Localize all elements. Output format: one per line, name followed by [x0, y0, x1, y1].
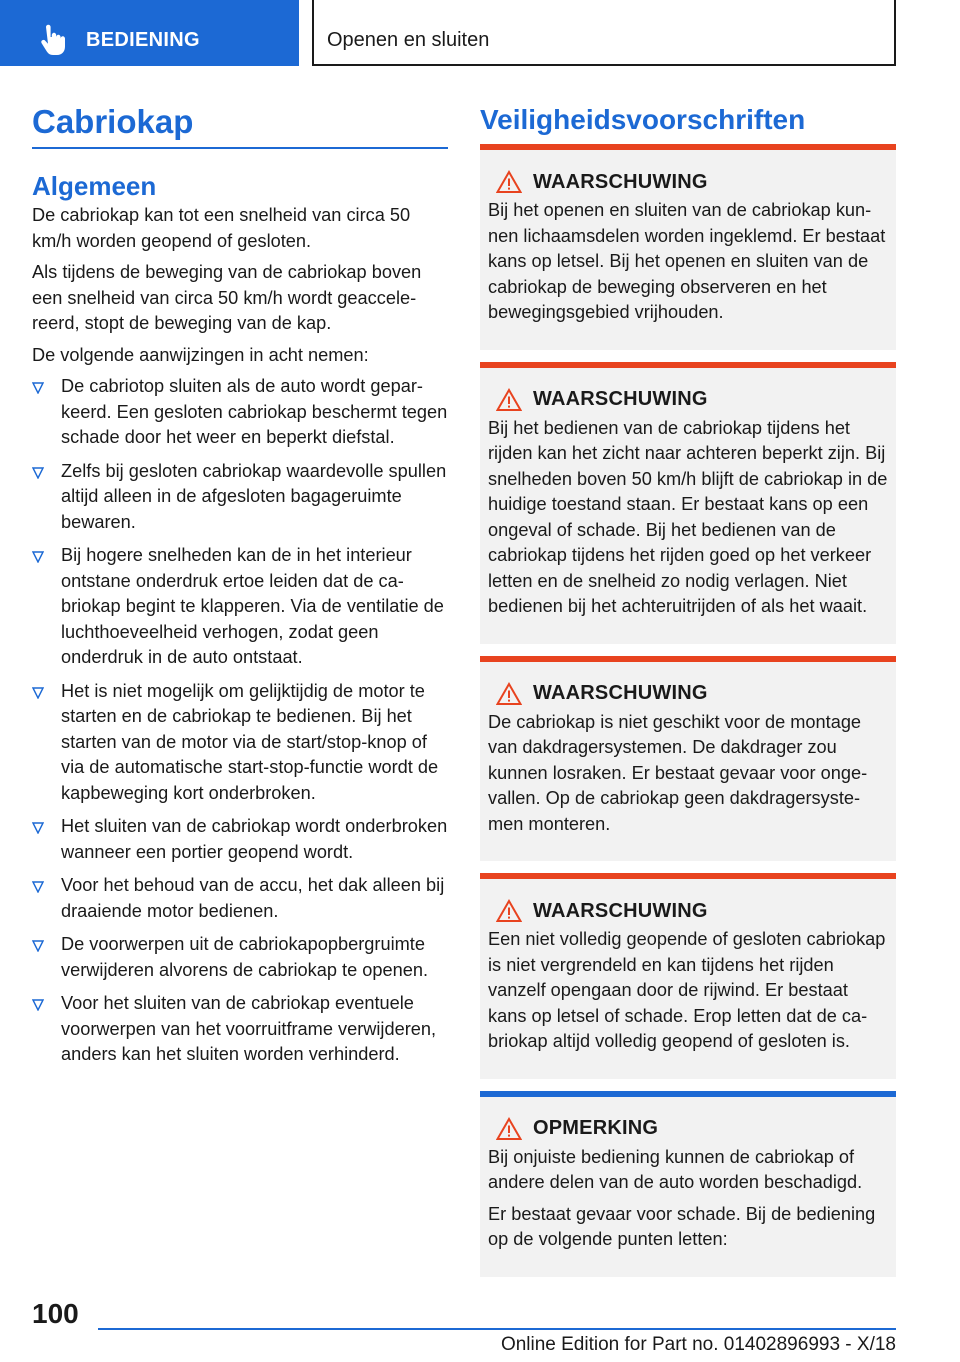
triangle-bullet-icon	[32, 687, 44, 699]
warning-heading	[488, 388, 888, 412]
section-subtitle: Algemeen	[32, 171, 157, 201]
warning-heading	[488, 170, 888, 194]
warning-heading	[488, 682, 888, 706]
note-label: OPMERKING	[533, 1117, 659, 1139]
warning-triangle-icon	[496, 899, 522, 923]
list-item-text: De voorwerpen uit de cabriokapopbergruimte verwijderen alvorens de cabriokap te openen.	[61, 934, 429, 980]
intro-paragraph: De cabriokap kan tot een snelheid van circa 50 km/h worden geopend of gesloten.	[32, 205, 411, 251]
note-text: Bij onjuiste bediening kunnen de cabriokap of andere delen van de auto worden beschadigd.	[488, 1146, 863, 1192]
list-item	[32, 932, 448, 983]
triangle-bullet-icon	[32, 940, 44, 952]
right-column	[480, 100, 896, 1289]
chapter-tab[interactable]	[0, 0, 299, 66]
warning-box	[480, 144, 896, 350]
triangle-bullet-icon	[32, 822, 44, 834]
safety-title: Veiligheidsvoorschriften	[480, 104, 806, 135]
warning-box	[480, 873, 896, 1079]
triangle-bullet-icon	[32, 551, 44, 563]
warning-text: Een niet volledig geopende of gesloten cabriokap is niet vergrendeld en kan tijdens het rijden vanzelf opengaan door de rijwind. Er bestaat kans op letsel of schade. Erop letten dat de cabriokap altijd volledig geopend of gesloten is.	[488, 929, 886, 1051]
chapter-label: BEDIENING	[86, 29, 200, 51]
warning-box	[480, 362, 896, 644]
list-item	[32, 991, 448, 1068]
note-text: Er bestaat gevaar voor schade. Bij de bediening op de volgende punten letten:	[488, 1203, 876, 1249]
warning-text: Bij het bedienen van de cabriokap tijdens het rijden kan het zicht naar achteren beperkt zijn. Bij snelheden boven 50 km/h blijft de cabriokap in de huidige toestand staan. Er bestaat kans op een ongeval of schade. Bij het bedienen van de cabriokap tijdens het rijden goed op het verkeer letten en de snelheid zo nodig verlagen. Niet bedienen bij het achteruitrijden of als het waait.	[488, 417, 888, 616]
warning-label: WAARSCHUWING	[533, 170, 708, 193]
triangle-bullet-icon	[32, 382, 44, 394]
footer-divider	[98, 1328, 896, 1330]
page-title: Cabriokap	[32, 100, 448, 149]
warning-text: Bij het openen en sluiten van de cabriokap kunnen lichaamsdelen worden ingeklemd. Er bestaat kans op letsel. Bij het openen en sluiten van de cabriokap de beweging observeren en het bewegingsgebied vrijhouden.	[488, 200, 886, 322]
list-item	[32, 374, 448, 451]
list-item-text: Het is niet mogelijk om gelijktijdig de motor te starten en de cabriokap te bedienen. Bij het starten van de motor via de start/stop-knop of via de automatische start-stop-functie wordt de kapbeweging kort onderbroken.	[61, 680, 439, 803]
warning-triangle-icon	[496, 170, 522, 194]
warning-label: WAARSCHUWING	[533, 388, 708, 410]
warning-triangle-icon	[496, 1117, 522, 1141]
hand-pointer-icon	[36, 24, 68, 56]
warning-triangle-icon	[496, 682, 522, 706]
list-item	[32, 459, 448, 536]
list-item-text: De cabriotop sluiten als de auto wordt geparkeerd. Een gesloten cabriokap beschermt tegen schade door het weer en beperkt diefstal.	[61, 376, 448, 447]
list-item	[32, 543, 448, 671]
edition-text: Online Edition for Part no. 01402896993 - X/18	[500, 1334, 896, 1355]
section-label: Openen en sluiten	[327, 29, 490, 51]
note-box	[480, 1091, 896, 1277]
page-number: 100	[32, 1298, 79, 1329]
list-item-text: Bij hogere snelheden kan de in het interieur ontstane onderdruk ertoe leiden dat de cabriokap begint te klapperen. Via de ventilatie de luchthoeveelheid verhogen, zodat geen onderdruk in de auto ontstaat.	[61, 545, 444, 667]
warning-box	[480, 656, 896, 862]
triangle-bullet-icon	[32, 467, 44, 479]
list-item	[32, 873, 448, 924]
warning-text: De cabriokap is niet geschikt voor de montage van dakdragersystemen. De dakdrager zou kunnen losraken. Er bestaat gevaar voor ongevallen. Op de cabriokap geen dakdragersystemen monteren.	[488, 711, 868, 834]
triangle-bullet-icon	[32, 881, 44, 893]
list-item	[32, 679, 448, 807]
instruction-list	[32, 374, 448, 1068]
section-header	[312, 0, 896, 66]
warning-heading	[488, 899, 888, 923]
note-heading	[488, 1117, 888, 1141]
warning-label: WAARSCHUWING	[533, 682, 708, 704]
list-item-text: Voor het behoud van de accu, het dak alleen bij draaiende motor bedienen.	[61, 875, 445, 921]
left-column	[32, 100, 448, 1076]
list-item-text: Het sluiten van de cabriokap wordt onderbroken wanneer een portier geopend wordt.	[61, 816, 448, 862]
intro-paragraph: De volgende aanwijzingen in acht nemen:	[32, 344, 369, 365]
list-item	[32, 814, 448, 865]
warning-label: WAARSCHUWING	[533, 899, 708, 922]
intro-paragraph: Als tijdens de beweging van de cabriokap boven een snelheid van circa 50 km/h wordt geaccelereerd, stopt de beweging van de kap.	[32, 262, 422, 333]
triangle-bullet-icon	[32, 999, 44, 1011]
warning-triangle-icon	[496, 388, 522, 412]
list-item-text: Voor het sluiten van de cabriokap eventuele voorwerpen van het voorruitframe verwijderen, anders kan het sluiten worden verhinderd.	[61, 993, 437, 1064]
list-item-text: Zelfs bij gesloten cabriokap waardevolle spullen altijd alleen in de afgesloten bagageruimte bewaren.	[61, 460, 447, 532]
